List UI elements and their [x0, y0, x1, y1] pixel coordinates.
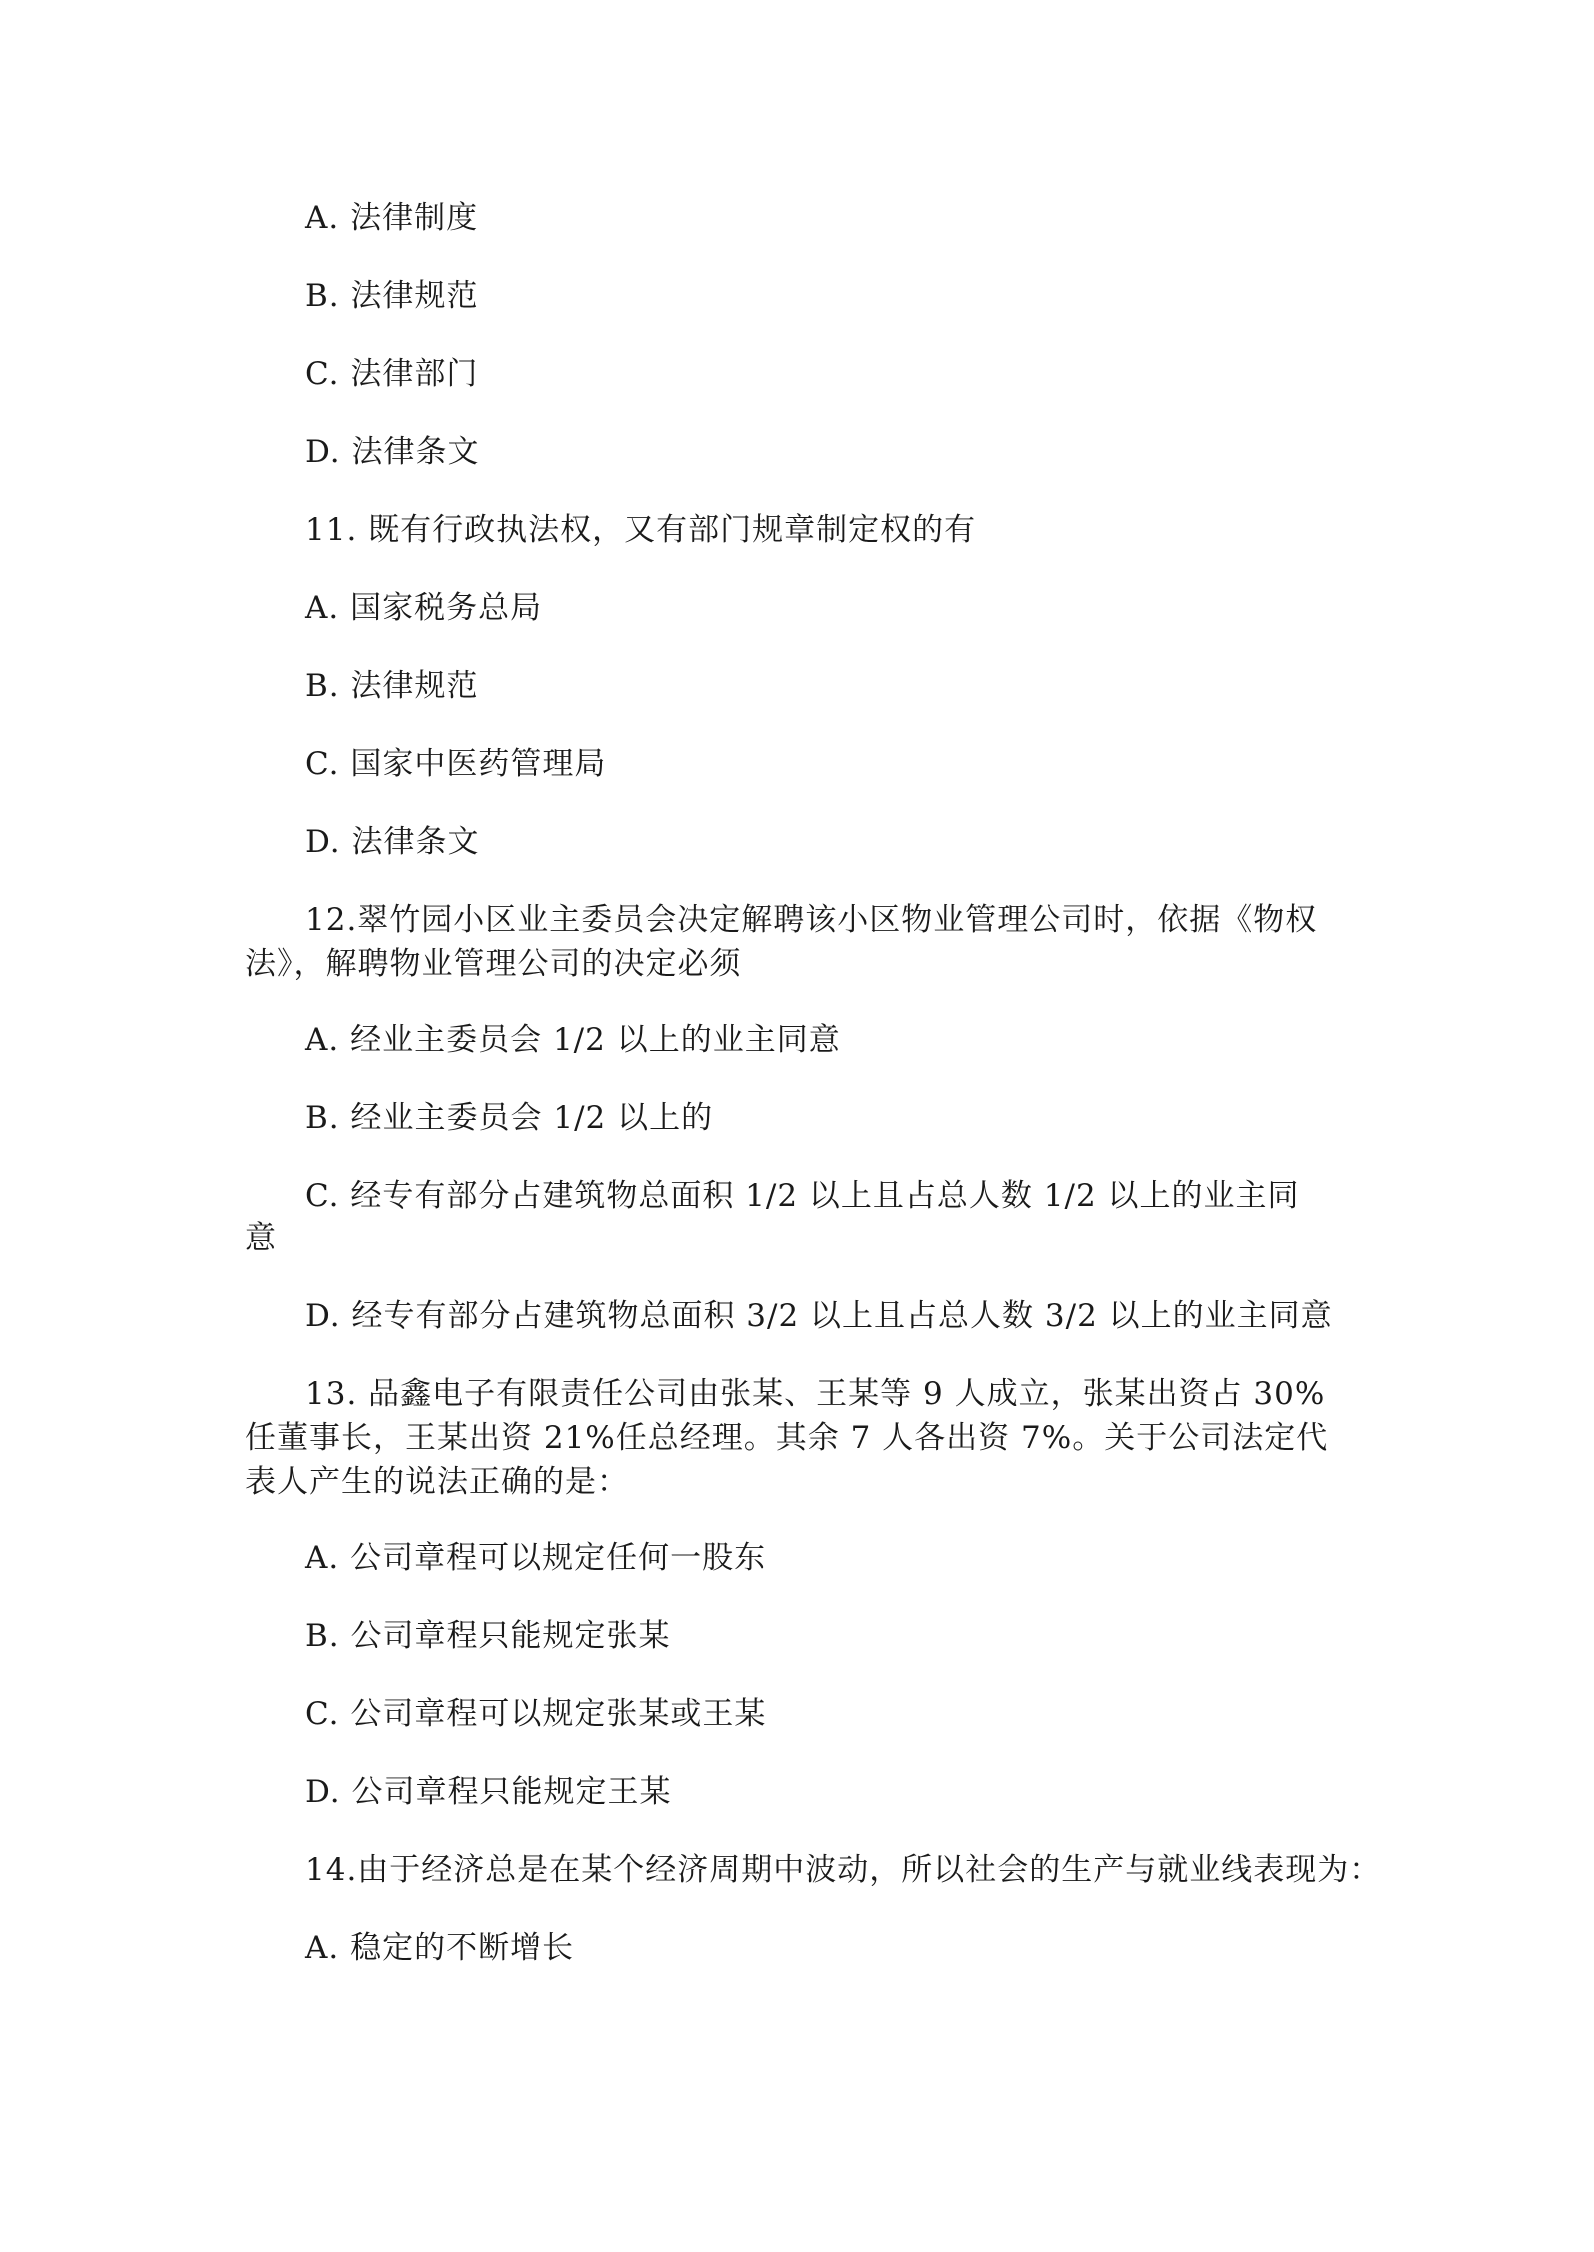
option-b-q12: B. 经业主委员会 1/2 以上的	[305, 1100, 714, 1136]
question-12: 12.翠竹园小区业主委员会决定解聘该小区物业管理公司时，依据《物权法》，解聘物业管理公司的决定必须	[245, 902, 1318, 982]
option-a-q13: A. 公司章程可以规定任何一股东	[305, 1540, 767, 1576]
question-11: 11. 既有行政执法权，又有部门规章制定权的有	[305, 512, 977, 548]
option-a-q14: A. 稳定的不断增长	[305, 1930, 575, 1966]
option-b-q13: B. 公司章程只能规定张某	[305, 1618, 671, 1654]
option-c-q13: C. 公司章程可以规定张某或王某	[305, 1696, 767, 1732]
option-c-q12: C. 经专有部分占建筑物总面积 1/2 以上且占总人数 1/2 以上的业主同	[305, 1178, 1300, 1214]
option-c-q12-continued: 意	[245, 1220, 277, 1256]
option-d-q13: D. 公司章程只能规定王某	[305, 1774, 672, 1810]
option-d-q12: D. 经专有部分占建筑物总面积 3/2 以上且占总人数 3/2 以上的业主同意	[305, 1298, 1333, 1334]
option-d-q10: D. 法律条文	[305, 434, 480, 470]
option-a-q10: A. 法律制度	[305, 200, 479, 236]
option-c-q10: C. 法律部门	[305, 356, 479, 392]
option-a-q11: A. 国家税务总局	[305, 590, 543, 626]
question-14: 14.由于经济总是在某个经济周期中波动，所以社会的生产与就业线表现为：	[305, 1852, 1382, 1888]
option-b-q11: B. 法律规范	[305, 668, 479, 704]
question-13: 13. 品鑫电子有限责任公司由张某、王某等 9 人成立，张某出资占 30%任董事长，王某出资 21%任总经理。其余 7 人各出资 7%。关于公司法定代表人产生的说法正确的是：	[245, 1376, 1329, 1500]
option-d-q11: D. 法律条文	[305, 824, 480, 860]
option-c-q11: C. 国家中医药管理局	[305, 746, 607, 782]
option-a-q12: A. 经业主委员会 1/2 以上的业主同意	[305, 1022, 841, 1058]
option-b-q10: B. 法律规范	[305, 278, 479, 314]
